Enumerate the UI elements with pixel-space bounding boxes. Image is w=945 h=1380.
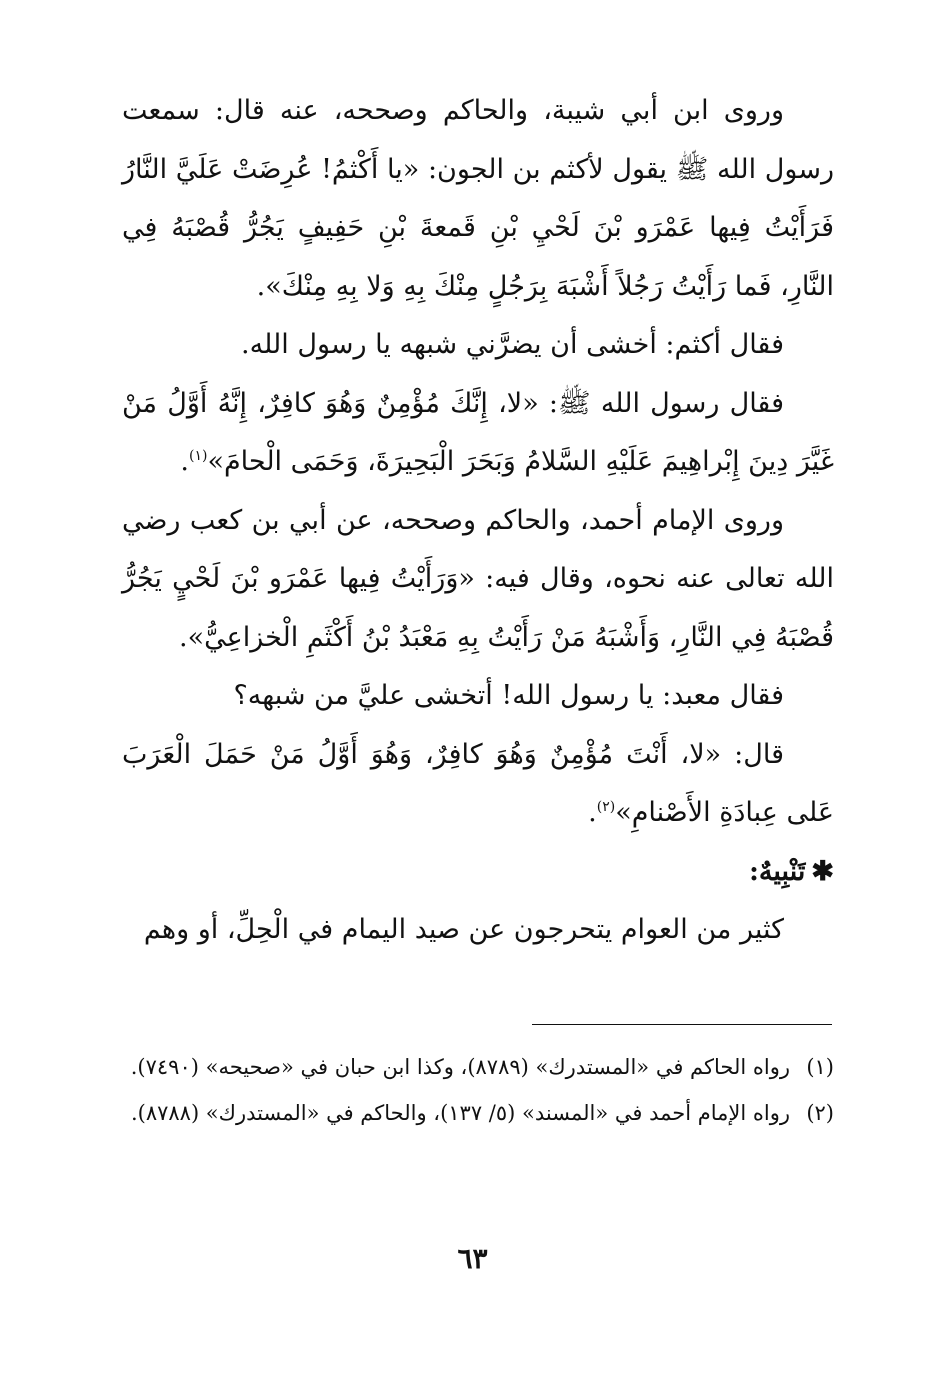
footnotes [122, 1044, 834, 1136]
footnote-divider [532, 1024, 832, 1025]
paragraph [122, 726, 834, 843]
footnote-number: (١) [806, 1055, 834, 1079]
sentence-end: . [588, 797, 597, 828]
paragraph: وروى ابن أبي شيبة، والحاكم وصححه، عنه قال: سمعت رسول الله ﷺ يقول لأكثم بن الجون: «يا أَكْثمُ! عُرِضَتْ عَلَيَّ النَّارُ فَرَأَيْتُ فِيها عَمْرَو بْنَ لَحْيِ بْنِ قَمعةَ بْنِ حَفِيفٍ يَجُرُّ قُصْبَهُ فِي النَّارِ، فَما رَأَيْتُ رَجُلاً أَشْبَهَ بِرَجُلٍ مِنْكَ بِهِ وَلا بِهِ مِنْكَ». [122, 95, 834, 302]
paragraph: فقال معبد: يا رسول الله! أتخشى عليَّ من شبهه؟ [233, 680, 784, 711]
heading-text: تَنْبِيهٌ: [748, 855, 806, 887]
page-number: ٦٣ [457, 1242, 488, 1275]
paragraph: فقال أكثم: أخشى أن يضرَّني شبهه يا رسول الله. [241, 329, 784, 360]
paragraph-text: قال: «لا، أَنْتَ مُؤْمِنٌ وَهُوَ كافِرٌ، وَهُوَ أَوَّلُ مَنْ حَمَلَ الْعَرَبَ عَلى عِبادَةِ الأَصْنامِ» [122, 738, 834, 828]
footnote [122, 1044, 834, 1090]
main-text-block [122, 82, 834, 960]
paragraph: وروى الإمام أحمد، والحاكم وصححه، عن أبي بن كعب رضي الله تعالى عنه نحوه، وقال فيه: «وَرَأَيْتُ فِيها عَمْرَو بْنَ لَحْيٍ يَجُرُّ قُصْبَهُ فِي النَّارِ، وَأَشْبَهُ مَنْ رَأَيْتُ بِهِ مَعْبَدُ بْنُ أَكْثَمِ الْخزاعِيُّ». [122, 504, 834, 653]
footnote-text: رواه الحاكم في «المستدرك» (٨٧٨٩)، وكذا ابن حبان في «صحيحه» (٧٤٩٠). [130, 1055, 790, 1079]
footnote-number: (٢) [806, 1101, 834, 1125]
section-heading [122, 843, 834, 902]
footnote-text: رواه الإمام أحمد في «المسند» (٥/ ١٣٧)، والحاكم في «المستدرك» (٨٧٨٨). [130, 1101, 790, 1125]
paragraph: كثير من العوام يتحرجون عن صيد اليمام في الْحِلِّ، أو وهم [143, 914, 784, 945]
paragraph-text: فقال رسول الله ﷺ: «لا، إِنَّكَ مُؤْمِنٌ وَهُوَ كافِرٌ، إِنَّهُ أَوَّلُ مَنْ غَيَّرَ دِينَ إِبْراهِيمَ عَلَيْهِ السَّلامُ وَبَحَرَ الْبَحِيرَةَ، وَحَمَى الْحامَ» [122, 387, 834, 477]
sentence-end: . [180, 446, 189, 477]
footnote-reference: (٢) [596, 799, 616, 815]
paragraph [122, 375, 834, 492]
footnote-reference: (١) [188, 448, 208, 464]
footnote [122, 1090, 834, 1136]
star-icon: ✱ [811, 855, 834, 887]
